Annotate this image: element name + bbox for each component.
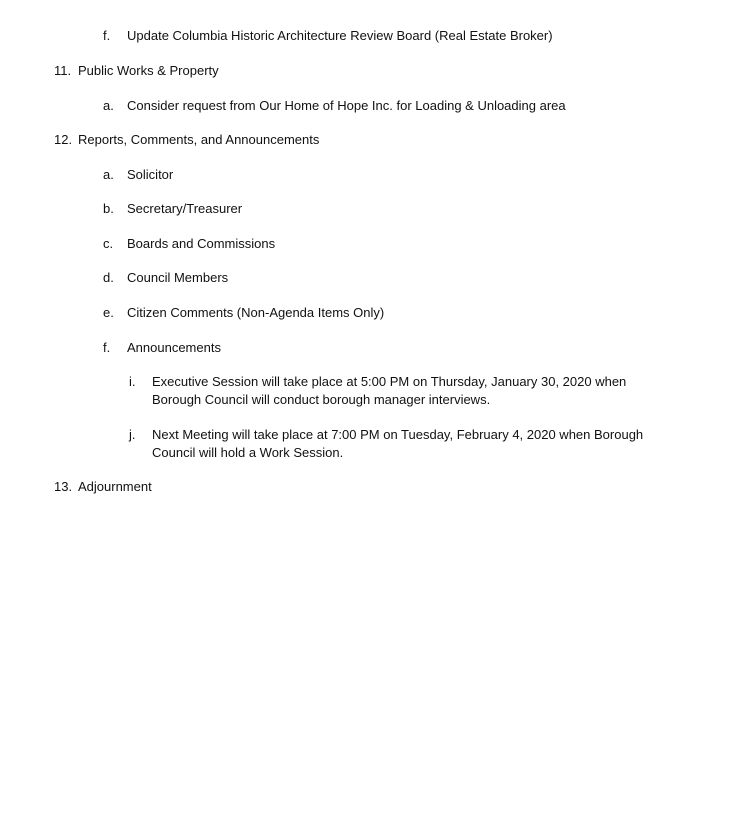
item-text: Update Columbia Historic Architecture Review Board (Real Estate Broker) xyxy=(127,28,553,43)
item-marker: a. xyxy=(103,167,114,182)
item-marker: i. xyxy=(129,374,136,389)
item-marker: f. xyxy=(103,28,111,43)
item-marker: j. xyxy=(129,427,136,442)
item-text: Executive Session will take place at 5:00 PM on Thursday, January 30, 2020 when xyxy=(152,374,627,389)
item-marker: 13. xyxy=(54,479,73,494)
item-text: Announcements xyxy=(127,340,221,355)
item-text: Adjournment xyxy=(78,479,152,494)
item-text-continued: Council will hold a Work Session. xyxy=(152,445,344,460)
item-text: Reports, Comments, and Announcements xyxy=(78,132,320,147)
item-marker: 12. xyxy=(54,132,73,147)
item-marker: a. xyxy=(103,98,114,113)
item-text: Council Members xyxy=(127,270,229,285)
item-text-continued: Borough Council will conduct borough manager interviews. xyxy=(152,392,491,407)
item-text: Solicitor xyxy=(127,167,174,182)
item-marker: b. xyxy=(103,201,114,216)
item-marker: f. xyxy=(103,340,111,355)
item-marker: d. xyxy=(103,270,114,285)
item-marker: c. xyxy=(103,236,114,251)
item-text: Consider request from Our Home of Hope Inc. for Loading & Unloading area xyxy=(127,98,566,113)
item-text: Public Works & Property xyxy=(78,63,219,78)
item-text: Boards and Commissions xyxy=(127,236,276,251)
item-marker: 11. xyxy=(54,63,72,78)
item-text: Next Meeting will take place at 7:00 PM on Tuesday, February 4, 2020 when Borough xyxy=(152,427,644,442)
item-marker: e. xyxy=(103,305,114,320)
item-text: Secretary/Treasurer xyxy=(127,201,243,216)
item-text: Citizen Comments (Non-Agenda Items Only) xyxy=(127,305,385,320)
